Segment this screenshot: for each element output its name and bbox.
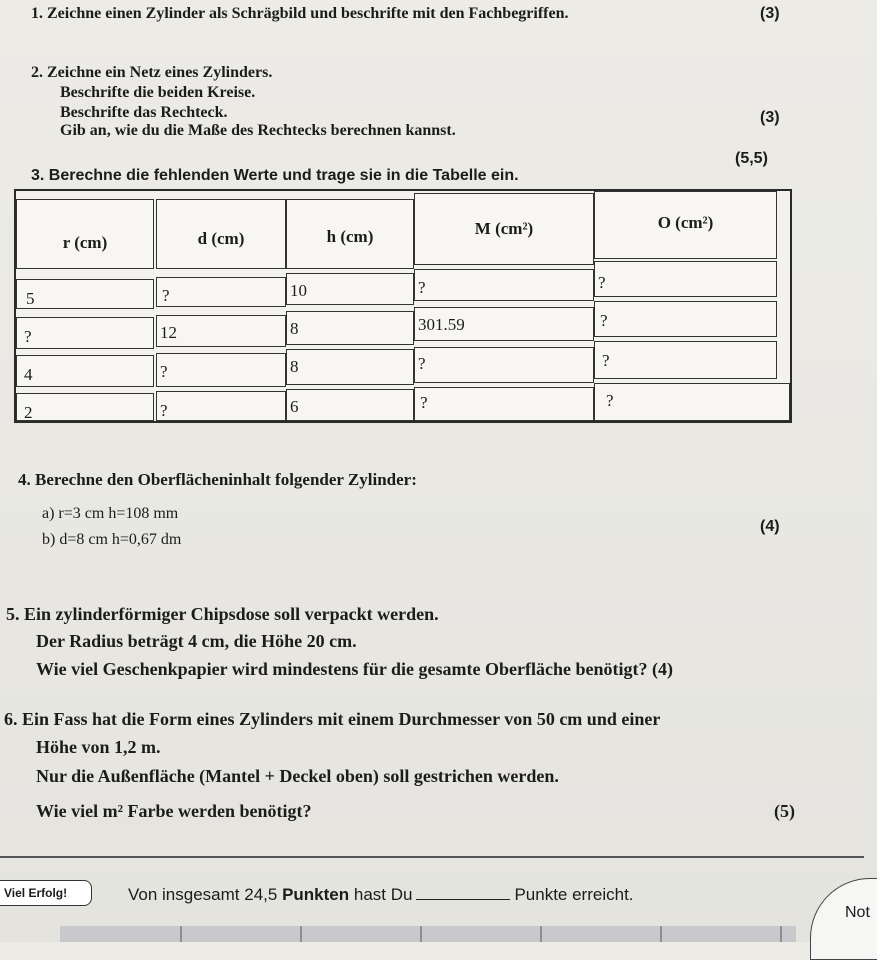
table-cell: [156, 391, 286, 421]
r1-h: 10: [290, 281, 307, 300]
table-cell: [594, 341, 777, 379]
table-cell: [16, 279, 154, 309]
q2-line2: Beschrifte die beiden Kreise.: [60, 84, 256, 101]
r3-d: ?: [160, 362, 168, 381]
table-cell: [414, 269, 594, 301]
r4-r: 2: [24, 403, 33, 422]
header-h: h (cm): [326, 227, 374, 246]
q6-line3: Nur die Außenfläche (Mantel + Deckel oben) soll gestrichen werden.: [36, 766, 559, 786]
r3-o: ?: [602, 351, 610, 370]
r2-m: 301.59: [418, 315, 465, 334]
r4-m: ?: [420, 393, 428, 412]
q4-b: b) d=8 cm h=0,67 dm: [42, 531, 182, 548]
q4-points: (4): [760, 518, 780, 535]
score-blank[interactable]: [416, 885, 510, 900]
q4-title: 4. Berechne den Oberflächeninhalt folgender Zylinder:: [18, 470, 417, 489]
r2-o: ?: [600, 311, 608, 330]
table-cell: [286, 349, 414, 385]
table-cell: [594, 261, 777, 297]
table-cell: [16, 355, 154, 387]
q3-text: 3. Berechne die fehlenden Werte und trage sie in die Tabelle ein.: [31, 167, 519, 184]
score-prefix: Von insgesamt 24,5: [128, 885, 278, 904]
header-o: O (cm²): [657, 213, 714, 232]
r3-h: 8: [290, 357, 299, 376]
values-table: [14, 189, 792, 423]
q1-text: 1. Zeichne einen Zylinder als Schrägbild und beschrifte mit den Fachbegriffen.: [31, 5, 569, 22]
header-d: d (cm): [197, 229, 245, 248]
r2-d: 12: [160, 323, 177, 342]
q2-points: (3): [760, 109, 780, 126]
table-cell: [594, 383, 790, 421]
score-mid: hast Du: [353, 885, 413, 904]
divider-line: [0, 856, 864, 858]
q2-line1: 2. Zeichne ein Netz eines Zylinders.: [31, 64, 273, 81]
bottom-band: [60, 926, 796, 942]
q1-points: (3): [760, 5, 780, 22]
table-cell: [156, 277, 286, 307]
r3-r: 4: [24, 365, 33, 384]
table-cell: [594, 301, 777, 337]
table-cell: [286, 311, 414, 345]
r1-m: ?: [418, 278, 426, 297]
r2-r: ?: [24, 327, 32, 346]
q5-line1: 5. Ein zylinderförmiger Chipsdose soll verpackt werden.: [6, 604, 439, 624]
header-r: r (cm): [62, 233, 108, 252]
r4-h: 6: [290, 397, 299, 416]
r1-d: ?: [162, 286, 170, 305]
q6-points: (5): [774, 801, 795, 821]
score-bold: Punkten: [282, 885, 350, 904]
q6-line1: 6. Ein Fass hat die Form eines Zylinders mit einem Durchmesser von 50 cm und einer: [4, 709, 661, 729]
grade-label: Not: [845, 904, 870, 921]
table-cell: [156, 353, 286, 387]
q2-line3: Beschrifte das Rechteck.: [60, 104, 228, 121]
table-cell: [16, 393, 154, 421]
q4-a: a) r=3 cm h=108 mm: [42, 505, 179, 522]
q2-line4: Gib an, wie du die Maße des Rechtecks berechnen kannst.: [60, 122, 456, 139]
table-cell: [16, 317, 154, 349]
r1-r: 5: [26, 289, 35, 308]
r4-o: ?: [606, 391, 614, 410]
header-m: M (cm²): [474, 219, 534, 238]
r4-d: ?: [160, 401, 168, 420]
r1-o: ?: [598, 273, 606, 292]
good-luck-label: Viel Erfolg!: [4, 886, 68, 900]
table-cell: [286, 389, 414, 421]
q3-points: (5,5): [735, 150, 768, 167]
good-luck-badge: [0, 880, 92, 906]
score-line: [128, 885, 634, 905]
table-cell: [414, 347, 594, 383]
q6-line2: Höhe von 1,2 m.: [36, 737, 161, 757]
table-cell: [414, 387, 594, 421]
q6-line4: Wie viel m² Farbe werden benötigt?: [36, 801, 312, 821]
score-suffix: Punkte erreicht.: [514, 885, 634, 904]
r3-m: ?: [418, 354, 426, 373]
q5-line2: Der Radius beträgt 4 cm, die Höhe 20 cm.: [36, 631, 357, 651]
r2-h: 8: [290, 319, 299, 338]
q5-line3: Wie viel Geschenkpapier wird mindestens für die gesamte Oberfläche benötigt? (4): [36, 659, 673, 679]
